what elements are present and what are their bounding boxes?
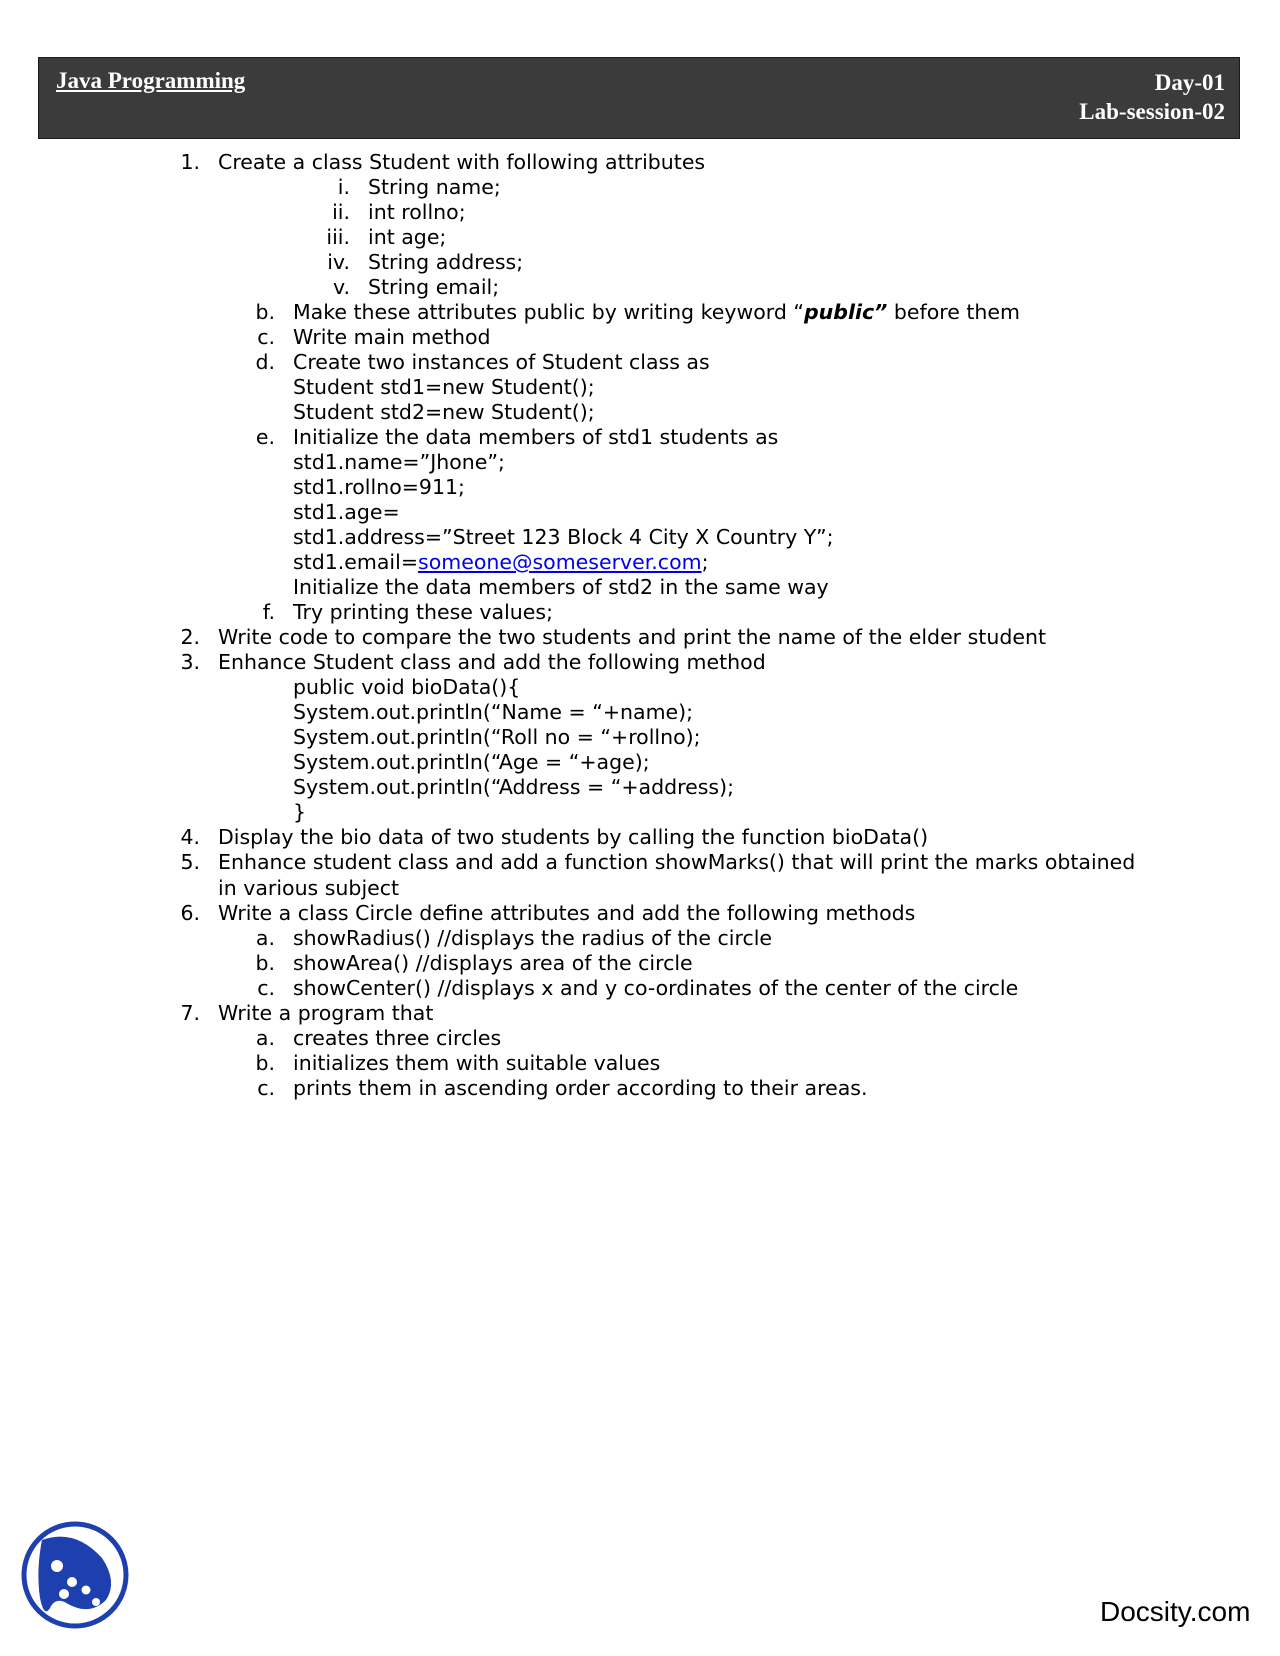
- sub-item-text: prints them in ascending order according to their areas.: [293, 1076, 868, 1100]
- session-info: [1079, 68, 1225, 126]
- code-line: std1.age=: [293, 500, 400, 524]
- text-before: Make these attributes public by writing keyword “: [293, 300, 804, 324]
- note-line: Initialize the data members of std2 in the same way: [293, 575, 829, 599]
- sub-item-number: b.: [255, 1051, 275, 1075]
- item-number: 2.: [180, 625, 200, 649]
- code-line: std1.rollno=911;: [293, 475, 465, 499]
- docsity-logo-icon: [20, 1520, 130, 1630]
- sub-item-text: [293, 300, 1020, 324]
- item-text: Enhance student class and add a function showMarks() that will print the marks obtained: [218, 850, 1136, 874]
- code-line: [293, 550, 709, 574]
- day-label: Day-01: [1154, 70, 1225, 95]
- sub-item-number: b.: [255, 300, 275, 324]
- code-line: System.out.println(“Address = “+address);: [293, 775, 734, 799]
- sub-item-text: String name;: [368, 175, 501, 199]
- code-line: System.out.println(“Name = “+name);: [293, 700, 694, 724]
- sub-item-number: ii.: [332, 200, 350, 224]
- code-line: Student std1=new Student();: [293, 375, 595, 399]
- sub-item-text: String email;: [368, 275, 500, 299]
- sub-item-number: c.: [257, 1076, 275, 1100]
- code-line: std1.address=”Street 123 Block 4 City X Country Y”;: [293, 525, 834, 549]
- sub-item-text: showRadius() //displays the radius of the circle: [293, 926, 773, 950]
- item-number: 4.: [180, 825, 200, 849]
- sub-item-text: int age;: [368, 225, 447, 249]
- public-keyword: public”: [804, 300, 888, 324]
- sub-item-text: Write main method: [293, 325, 491, 349]
- code-line: Student std2=new Student();: [293, 400, 595, 424]
- code-line: System.out.println(“Age = “+age);: [293, 750, 650, 774]
- item-number: 5.: [180, 850, 200, 874]
- sub-item-number: a.: [255, 1026, 275, 1050]
- item-number: 3.: [180, 650, 200, 674]
- sub-item-number: a.: [255, 926, 275, 950]
- sub-item-text: showCenter() //displays x and y co-ordinates of the center of the circle: [293, 976, 1019, 1000]
- sub-item-number: iii.: [326, 225, 350, 249]
- text-after: before them: [887, 300, 1020, 324]
- sub-item-text: Create two instances of Student class as: [293, 350, 710, 374]
- item-number: 7.: [180, 1001, 200, 1025]
- code-line: public void bioData(){: [293, 675, 521, 699]
- item-text: Write code to compare the two students and print the name of the elder student: [218, 625, 1046, 649]
- sub-item-text: Try printing these values;: [293, 600, 554, 624]
- item-number: 1.: [180, 150, 200, 174]
- sub-item-number: e.: [255, 425, 275, 449]
- item-text: Write a program that: [218, 1001, 434, 1025]
- course-title: Java Programming: [56, 68, 246, 93]
- sub-item-number: iv.: [327, 250, 350, 274]
- sub-item-number: b.: [255, 951, 275, 975]
- sub-item-number: c.: [257, 976, 275, 1000]
- item-text-continued: in various subject: [218, 876, 400, 900]
- sub-item-text: showArea() //displays area of the circle: [293, 951, 693, 975]
- code-line: }: [293, 800, 307, 824]
- email-suffix: ;: [701, 550, 709, 574]
- sub-item-text: String address;: [368, 250, 524, 274]
- sub-item-text: initializes them with suitable values: [293, 1051, 661, 1075]
- sub-item-text: creates three circles: [293, 1026, 502, 1050]
- sub-item-number: f.: [262, 600, 275, 624]
- item-text: Create a class Student with following attributes: [218, 150, 706, 174]
- sub-item-number: c.: [257, 325, 275, 349]
- email-link[interactable]: someone@someserver.com: [418, 550, 702, 574]
- email-prefix: std1.email=: [293, 550, 419, 574]
- item-text: Enhance Student class and add the following method: [218, 650, 766, 674]
- session-label: Lab-session-02: [1079, 99, 1225, 124]
- code-line: std1.name=”Jhone”;: [293, 450, 505, 474]
- sub-item-text: Initialize the data members of std1 students as: [293, 425, 779, 449]
- sub-item-number: i.: [337, 175, 350, 199]
- sub-item-number: v.: [332, 275, 350, 299]
- sub-item-text: int rollno;: [368, 200, 466, 224]
- item-text: Display the bio data of two students by calling the function bioData(): [218, 825, 929, 849]
- code-line: System.out.println(“Roll no = “+rollno);: [293, 725, 701, 749]
- document-header: [38, 57, 1240, 139]
- item-text: Write a class Circle define attributes and add the following methods: [218, 901, 916, 925]
- sub-item-number: d.: [255, 350, 275, 374]
- item-number: 6.: [180, 901, 200, 925]
- docsity-brand-text[interactable]: Docsity.com: [1100, 1596, 1251, 1627]
